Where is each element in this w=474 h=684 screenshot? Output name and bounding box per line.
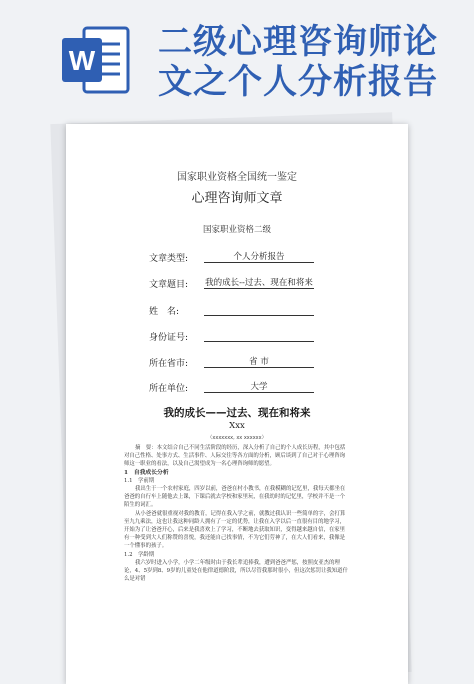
author-name: Xxx xyxy=(229,421,245,431)
field-label-unit: 所在单位: xyxy=(149,384,189,394)
field-underline xyxy=(204,367,314,368)
qualification-level: 国家职业资格二级 xyxy=(202,225,271,235)
field-label-province: 所在省市: xyxy=(149,359,189,369)
field-label-type: 文章类型: xyxy=(149,254,189,264)
essay-body xyxy=(124,444,348,583)
field-label-topic: 文章题目: xyxy=(149,280,189,290)
field-underline xyxy=(204,315,314,316)
field-underline xyxy=(204,392,314,393)
word-document-icon xyxy=(60,22,130,98)
body-paragraph: 我出生于一个农村家庭，四岁以前，爸爸在村小教书，在我模糊的记忆里，我每天都坐在爸爸的自行车上随他去上课，下课后就去学校和家里玩，在我幼时的记忆里，学校并不是一个陌生的词汇。 xyxy=(124,486,346,509)
field-label-name: 姓 名: xyxy=(149,307,180,317)
field-underline xyxy=(204,262,314,263)
field-underline xyxy=(204,341,314,342)
banner-title-line-1: 二级心理咨询师论 xyxy=(158,22,438,62)
banner-title xyxy=(158,22,458,102)
banner xyxy=(0,0,474,110)
abstract-paragraph: 摘 要：本文结合自己不同生活阶段的经历，深入分析了自己的个人成长历程，其中包括对自己性格、处事方式、生活事件、人际交往等各方面的分析，顾后谈到了自己对于心理咨询师这一职业的看法，以及自己渴望成为一名心理咨询师的愿望。 xyxy=(124,445,346,468)
subsection-heading: 1.2 学龄期 xyxy=(124,551,155,558)
body-paragraph: 从小爸爸就很重视对我的教育，记得在我入学之前，就教过我认识一些简单的字，会打算至九九乘法，这也让我这种同龄人拥有了一定的优势，让我在入学以后一直很有目的地学习，开始为了让爸爸开心，后来是我喜欢上了学习，不断地去获取知识，变得越来越自信，在家里有一种受到大人们称赞的喜悦，我还能自己找事情，不为它们劳神了，在大人们看来，我像是一个懂事的孩子。 xyxy=(124,510,346,550)
field-label-id: 身份证号: xyxy=(149,333,189,343)
svg-text:W: W xyxy=(68,45,96,76)
body-paragraph: 我六岁时进入小学，小学二年级时由于我长辈追捧我，遭到爸爸严惩，按照皮亚杰的理论，4、5岁到8、9岁的儿童处在他律道德阶段，所以尽管我那时很小，但这次惩罚让我知道什么是对错 xyxy=(124,559,348,583)
field-value-type: 个人分析报告 xyxy=(233,252,285,262)
banner-title-line-2: 文之个人分析报告 xyxy=(158,62,438,102)
field-value-province: 省 市 xyxy=(249,357,269,367)
field-value-topic: 我的成长--过去、现在和将来 xyxy=(205,278,313,288)
field-underline xyxy=(204,288,314,289)
essay-title: 我的成长——过去、现在和将来 xyxy=(163,407,311,419)
author-affiliation: （xxxxxxx, xx xxxxxx） xyxy=(207,435,267,441)
document-page xyxy=(66,124,408,684)
section-heading: 1 自我成长分析 xyxy=(124,469,169,476)
document-title: 心理咨询师文章 xyxy=(191,191,283,206)
organization-header: 国家职业资格全国统一鉴定 xyxy=(177,172,297,183)
field-value-unit: 大学 xyxy=(250,382,268,392)
subsection-heading: 1.1 学前期 xyxy=(124,477,155,484)
